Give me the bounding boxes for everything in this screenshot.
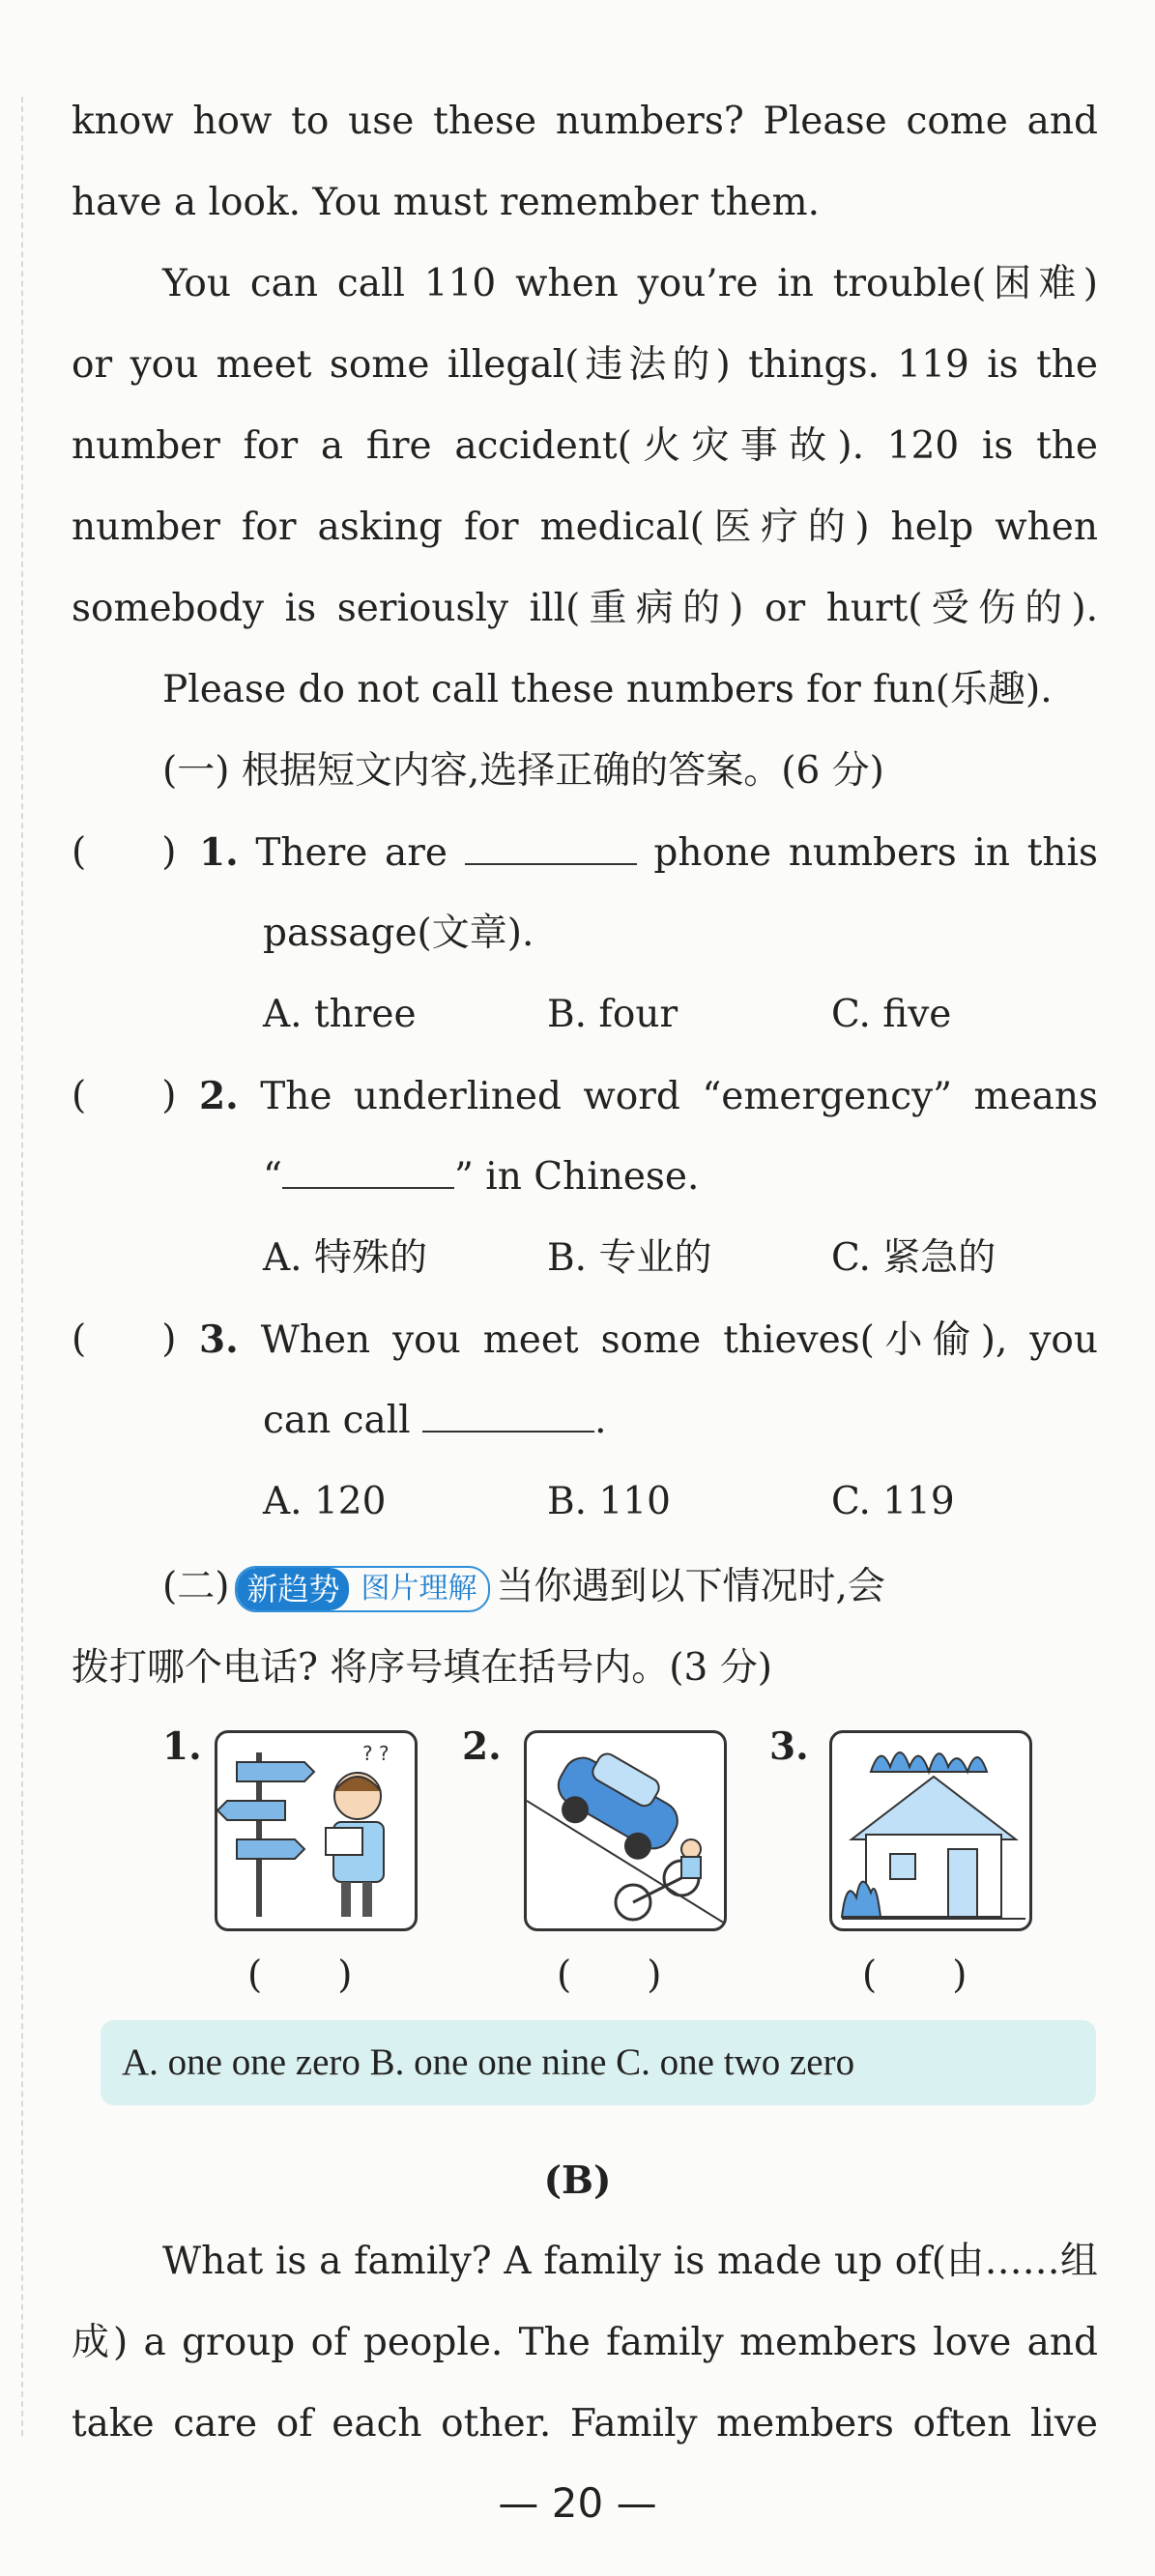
house-fire-icon — [829, 1730, 1032, 1931]
passage-line: You can call 110 when you’re in trouble(困难) — [162, 262, 1098, 305]
answer-paren[interactable]: ( ) — [557, 1954, 662, 1997]
lost-boy-signpost-icon — [215, 1730, 418, 1931]
passage-line: know how to use these numbers? Please come and — [72, 100, 1098, 143]
question-text-line2: passage(文章). — [263, 912, 534, 955]
question-number: 2. — [199, 1074, 239, 1118]
question-number: 3. — [199, 1317, 239, 1362]
passage-line: What is a family? A family is made up of(由……组 — [162, 2240, 1098, 2283]
svg-text:? ?: ? ? — [362, 1742, 390, 1765]
passage-line: have a look. You must remember them. — [72, 181, 821, 224]
option-c[interactable]: C. 119 — [831, 1480, 955, 1523]
option-b[interactable]: B. four — [547, 993, 679, 1036]
option-a[interactable]: A. 120 — [263, 1480, 387, 1523]
part2-label: (二) — [162, 1565, 230, 1608]
section-b-heading: (B) — [543, 2158, 612, 2203]
option-a[interactable]: A. three — [263, 993, 417, 1036]
question-number: 1. — [199, 830, 239, 875]
question-3 — [199, 1311, 1098, 1370]
fill-blank[interactable] — [465, 830, 637, 865]
badge-sub: 图片理解 — [361, 1572, 477, 1606]
picture-number: 2. — [462, 1724, 502, 1769]
part2-heading-text: 当你遇到以下情况时,会 — [496, 1565, 885, 1608]
passage-line: number for a fire accident(火灾事故). 120 is the — [72, 424, 1098, 468]
fill-blank[interactable] — [422, 1398, 594, 1433]
picture-number: 1. — [162, 1724, 202, 1769]
question-text: phone numbers in this — [653, 831, 1098, 875]
option-c[interactable]: C. five — [831, 993, 952, 1036]
fill-blank[interactable] — [282, 1154, 454, 1189]
part2-heading-line2: 拨打哪个电话? 将序号填在括号内。(3 分) — [72, 1646, 772, 1690]
question-text: can call — [263, 1399, 411, 1442]
option-b[interactable]: B. 专业的 — [547, 1236, 712, 1280]
answer-paren[interactable]: ( ) — [72, 1317, 177, 1361]
part2-heading — [72, 1558, 1098, 1616]
option-a[interactable]: A. 特殊的 — [263, 1236, 427, 1280]
passage-line: 成) a group of people. The family members love and — [72, 2321, 1098, 2364]
question-text-line2 — [263, 1148, 699, 1206]
picture-number: 3. — [769, 1724, 809, 1769]
part1-heading: (一) 根据短文内容,选择正确的答案。(6 分) — [162, 749, 884, 793]
question-text: There are — [255, 831, 448, 875]
option-b[interactable]: B. 110 — [547, 1480, 671, 1523]
quote-open: “ — [263, 1155, 282, 1199]
badge-main: 新趋势 — [237, 1568, 349, 1610]
question-1 — [199, 824, 1098, 883]
answer-paren[interactable]: ( ) — [72, 830, 177, 874]
question-2 — [199, 1067, 1098, 1126]
answer-options-box: A. one one zero B. one one nine C. one two zero — [101, 2020, 1096, 2105]
question-text: When you meet some thieves(小偷), you — [260, 1318, 1098, 1362]
question-period: . — [594, 1399, 607, 1442]
passage-line: take care of each other. Family members often live — [72, 2402, 1098, 2446]
passage-line: number for asking for medical(医疗的) help when — [72, 506, 1098, 549]
option-c[interactable]: C. 紧急的 — [831, 1236, 996, 1280]
passage-line: Please do not call these numbers for fun(乐趣). — [162, 668, 1053, 711]
new-trend-badge — [235, 1566, 490, 1612]
quote-close: ” in Chinese. — [453, 1155, 700, 1199]
answer-paren[interactable]: ( ) — [247, 1954, 353, 1997]
car-accident-bicycle-icon — [524, 1730, 727, 1931]
binding-guide-line — [21, 97, 23, 2436]
answer-paren[interactable]: ( ) — [72, 1074, 177, 1117]
question-text: The underlined word “emergency” means — [260, 1075, 1098, 1118]
passage-line: somebody is seriously ill(重病的) or hurt(受伤的). — [72, 587, 1098, 630]
question-text-line2 — [263, 1392, 606, 1450]
page-number: — 20 — — [498, 2479, 657, 2527]
passage-line: or you meet some illegal(违法的) things. 119 is the — [72, 343, 1098, 387]
answer-paren[interactable]: ( ) — [862, 1954, 967, 1997]
